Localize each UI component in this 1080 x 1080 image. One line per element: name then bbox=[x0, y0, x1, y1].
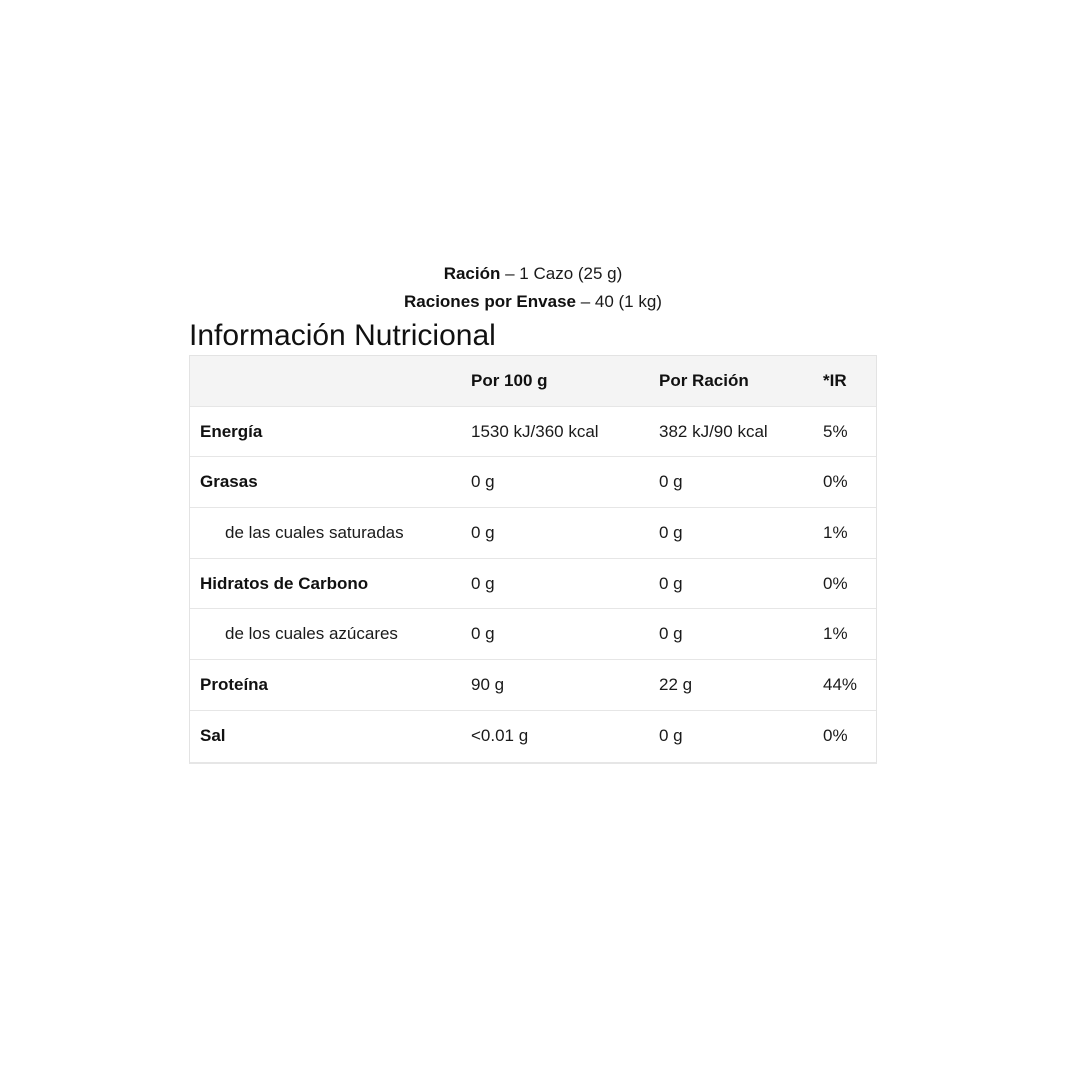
value-per-100g: 0 g bbox=[471, 522, 495, 542]
nutrient-name: Hidratos de Carbono bbox=[200, 573, 369, 593]
value-per-serving: 0 g bbox=[659, 522, 683, 542]
value-ir: 1% bbox=[823, 522, 848, 542]
serving-size-line bbox=[0, 263, 1066, 285]
nutrient-name: de las cuales saturadas bbox=[225, 522, 404, 542]
value-ir: 5% bbox=[823, 421, 848, 441]
table-row bbox=[190, 609, 876, 660]
table-row bbox=[190, 660, 876, 711]
nutrient-name: Sal bbox=[200, 726, 226, 746]
nutrient-name: Proteína bbox=[200, 674, 269, 694]
value-per-serving: 382 kJ/90 kcal bbox=[659, 421, 768, 441]
value-per-serving: 22 g bbox=[659, 674, 693, 694]
value-per-100g: 0 g bbox=[471, 472, 495, 492]
value-per-serving: 0 g bbox=[659, 624, 683, 644]
table-header-row bbox=[190, 356, 876, 407]
table-row bbox=[190, 508, 876, 559]
value-ir: 44% bbox=[823, 674, 858, 694]
value-per-serving: 0 g bbox=[659, 726, 683, 746]
header-per-serving: Por Ración bbox=[659, 370, 749, 390]
value-per-100g: <0.01 g bbox=[471, 726, 529, 746]
nutrition-table bbox=[189, 355, 877, 764]
servings-per-container-label: Raciones por Envase bbox=[404, 292, 576, 311]
servings-per-container-value: – 40 (1 kg) bbox=[575, 292, 662, 311]
value-ir: 0% bbox=[823, 726, 848, 746]
table-row bbox=[190, 407, 876, 458]
nutrient-name: Grasas bbox=[200, 472, 258, 492]
header-ir: *IR bbox=[823, 370, 847, 390]
value-per-serving: 0 g bbox=[659, 573, 683, 593]
table-row bbox=[190, 711, 876, 762]
table-row bbox=[190, 457, 876, 508]
page-title: Información Nutricional bbox=[189, 319, 496, 352]
header-per-100g: Por 100 g bbox=[471, 370, 548, 390]
value-per-100g: 1530 kJ/360 kcal bbox=[471, 421, 599, 441]
value-ir: 0% bbox=[823, 573, 848, 593]
table-row bbox=[190, 559, 876, 610]
value-per-serving: 0 g bbox=[659, 472, 683, 492]
value-ir: 1% bbox=[823, 624, 848, 644]
nutrient-name: Energía bbox=[200, 421, 263, 441]
value-per-100g: 0 g bbox=[471, 624, 495, 644]
nutrient-name: de los cuales azúcares bbox=[225, 624, 398, 644]
value-per-100g: 90 g bbox=[471, 674, 505, 694]
servings-per-container-line bbox=[0, 291, 1066, 313]
serving-size-label: Ración bbox=[443, 264, 501, 283]
serving-size-value: – 1 Cazo (25 g) bbox=[500, 264, 623, 283]
value-per-100g: 0 g bbox=[471, 573, 495, 593]
value-ir: 0% bbox=[823, 472, 848, 492]
